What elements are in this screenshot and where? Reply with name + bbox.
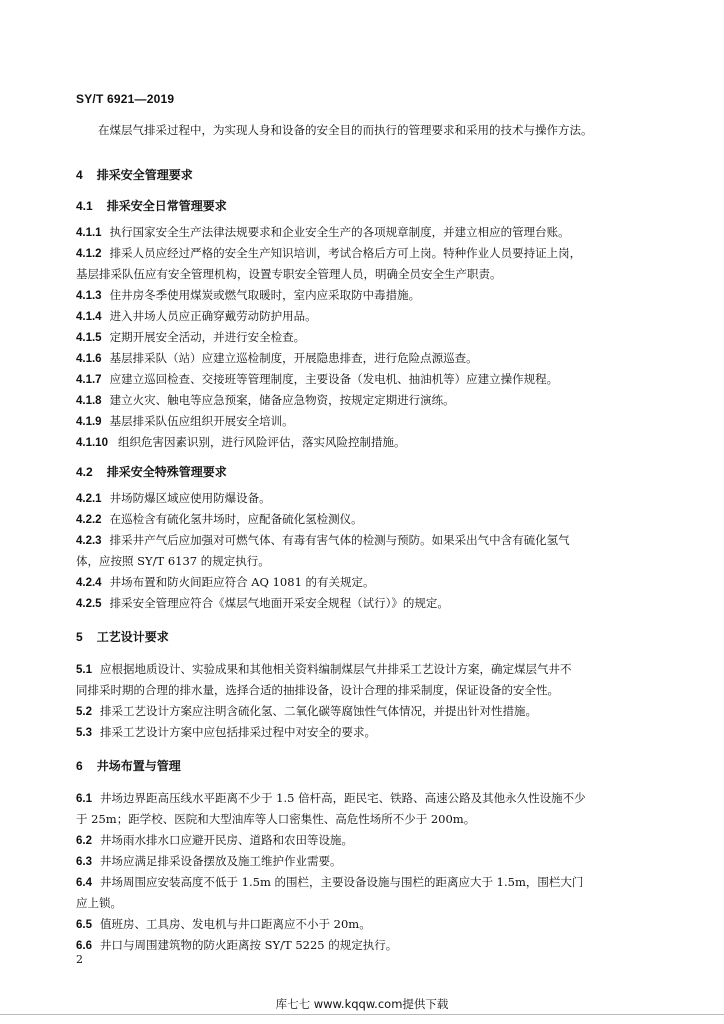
clause-4-1-2 <box>76 243 656 265</box>
clause-6-4-cont: 应上锁。 <box>76 896 122 910</box>
clause-number: 4.2.5 <box>76 598 102 610</box>
clause-4-2-5 <box>76 593 656 615</box>
clause-text: 井场雨水排水口应避开民房、道路和农田等设施。 <box>100 833 353 847</box>
clause-number: 4.1.8 <box>76 395 102 407</box>
clause-number: 6.6 <box>76 940 92 952</box>
clause-number: 6.4 <box>76 877 92 889</box>
clause-text: 在巡检含有硫化氢井场时，应配备硫化氢检测仪。 <box>109 512 363 526</box>
clause-6-2 <box>76 830 656 852</box>
page-number: 2 <box>76 953 83 966</box>
clause-4-1-5 <box>76 327 656 349</box>
clause-number: 4.2.4 <box>76 577 102 589</box>
clause-number: 5.2 <box>76 706 92 718</box>
clause-text: 排采工艺设计方案中应包括排采过程中对安全的要求。 <box>100 725 376 739</box>
clause-4-1-4 <box>76 306 656 328</box>
section-number: 5 <box>76 630 83 644</box>
clause-4-1-3 <box>76 285 656 307</box>
clause-number: 4.2.3 <box>76 535 102 547</box>
section-number: 4.1 <box>76 199 93 213</box>
clause-text: 建立火灾、触电等应急预案，储备应急物资，按规定定期进行演练。 <box>109 393 455 407</box>
clause-4-1-7 <box>76 369 656 391</box>
standard-number: SY/T 6921—2019 <box>76 92 175 106</box>
section-number: 6 <box>76 759 83 773</box>
clause-4-2-3-cont: 体，应按照 SY/T 6137 的规定执行。 <box>76 554 270 568</box>
clause-6-6 <box>76 935 656 957</box>
clause-4-1-10 <box>76 432 656 454</box>
clause-4-1-8 <box>76 390 656 412</box>
clause-number: 6.2 <box>76 835 92 847</box>
clause-number: 4.1.10 <box>76 437 108 449</box>
clause-text: 执行国家安全生产法律法规要求和企业安全生产的各项规章制度，并建立相应的管理台账。 <box>109 225 570 239</box>
clause-number: 6.3 <box>76 856 92 868</box>
clause-number: 6.5 <box>76 919 92 931</box>
clause-number: 5.1 <box>76 664 92 676</box>
clause-5-2 <box>76 701 656 723</box>
clause-number: 4.1.7 <box>76 374 102 386</box>
section-4-2-heading <box>76 463 227 480</box>
clause-4-2-2 <box>76 509 656 531</box>
clause-4-1-2-cont: 基层排采队伍应有安全管理机构，设置专职安全管理人员，明确全员安全生产职责。 <box>76 267 502 281</box>
clause-text: 井场布置和防火间距应符合 AQ 1081 的有关规定。 <box>109 575 375 589</box>
clause-5-1-cont: 同排采时期的合理的排水量，选择合适的抽排设备，设计合理的排采制度，保证设备的安全性。 <box>76 683 559 697</box>
clause-5-3 <box>76 722 656 744</box>
clause-number: 4.1.1 <box>76 227 102 239</box>
section-title: 排采安全日常管理要求 <box>106 199 227 213</box>
clause-text: 应建立巡回检查、交接班等管理制度，主要设备（发电机、抽油机等）应建立操作规程。 <box>109 372 559 386</box>
clause-4-2-4 <box>76 572 656 594</box>
clause-4-1-9 <box>76 411 656 433</box>
clause-number: 4.1.4 <box>76 311 102 323</box>
clause-4-2-1 <box>76 488 656 510</box>
clause-text: 应根据地质设计、实验成果和其他相关资料编制煤层气井排采工艺设计方案，确定煤层气井不 <box>100 662 572 676</box>
intro-paragraph: 在煤层气排采过程中，为实现人身和设备的安全目的而执行的管理要求和采用的技术与操作方法。 <box>98 123 593 137</box>
section-number: 4.2 <box>76 465 93 479</box>
clause-number: 4.1.2 <box>76 248 102 260</box>
clause-4-1-6 <box>76 348 656 370</box>
clause-number: 5.3 <box>76 727 92 739</box>
clause-text: 井场防爆区域应使用防爆设备。 <box>109 491 271 505</box>
section-title: 工艺设计要求 <box>96 630 169 644</box>
clause-text: 排采工艺设计方案应注明含硫化氢、二氧化碳等腐蚀性气体情况，并提出针对性措施。 <box>100 704 537 718</box>
clause-number: 4.1.9 <box>76 416 102 428</box>
clause-text: 定期开展安全活动，并进行安全检查。 <box>109 330 306 344</box>
clause-6-4 <box>76 872 656 894</box>
section-number: 4 <box>76 168 83 182</box>
clause-4-1-1 <box>76 222 656 244</box>
clause-5-1 <box>76 659 656 681</box>
clause-text: 基层排采队（站）应建立巡检制度，开展隐患排查，进行危险点源巡查。 <box>109 351 478 365</box>
clause-6-3 <box>76 851 656 873</box>
section-title: 排采安全特殊管理要求 <box>106 465 227 479</box>
clause-text: 排采井产气后应加强对可燃气体、有毒有害气体的检测与预防。如果采出气中含有硫化氢气 <box>109 533 570 547</box>
clause-text: 排采安全管理应符合《煤层气地面开采安全规程（试行）》的规定。 <box>109 596 449 610</box>
clause-text: 井口与周围建筑物的防火距离按 SY/T 5225 的规定执行。 <box>100 938 398 952</box>
section-title: 井场布置与管理 <box>96 759 181 773</box>
clause-number: 4.2.2 <box>76 514 102 526</box>
section-4-1-heading <box>76 197 227 214</box>
clause-number: 4.1.3 <box>76 290 102 302</box>
section-title: 排采安全管理要求 <box>96 168 193 182</box>
section-6-heading <box>76 757 181 774</box>
clause-text: 住井房冬季使用煤炭或燃气取暖时，室内应采取防中毒措施。 <box>109 288 421 302</box>
clause-6-1-cont: 于 25m；距学校、医院和大型油库等人口密集性、高危性场所不少于 200m。 <box>76 812 476 826</box>
clause-number: 4.1.6 <box>76 353 102 365</box>
footer-watermark: 库七七 www.kqqw.com提供下载 <box>275 997 449 1011</box>
section-4-heading <box>76 166 193 183</box>
clause-text: 基层排采队伍应组织开展安全培训。 <box>109 414 294 428</box>
clause-6-1 <box>76 788 656 810</box>
clause-text: 进入井场人员应正确穿戴劳动防护用品。 <box>109 309 317 323</box>
clause-text: 井场应满足排采设备摆放及施工维护作业需要。 <box>100 854 342 868</box>
clause-text: 井场边界距高压线水平距离不少于 1.5 倍杆高，距民宅、铁路、高速公路及其他永久性设施不少 <box>100 791 586 805</box>
clause-text: 排采人员应经过严格的安全生产知识培训，考试合格后方可上岗。特种作业人员要持证上岗， <box>109 246 582 260</box>
clause-text: 组织危害因素识别，进行风险评估，落实风险控制措施。 <box>117 435 406 449</box>
clause-6-5 <box>76 914 656 936</box>
clause-number: 4.1.5 <box>76 332 102 344</box>
clause-text: 井场周围应安装高度不低于 1.5m 的围栏，主要设备设施与围栏的距离应大于 1.5m，围栏大门 <box>100 875 584 889</box>
footer-divider <box>0 1014 724 1015</box>
clause-text: 值班房、工具房、发电机与井口距离应不小于 20m。 <box>100 917 371 931</box>
clause-number: 6.1 <box>76 793 92 805</box>
clause-number: 4.2.1 <box>76 493 102 505</box>
clause-4-2-3 <box>76 530 656 552</box>
section-5-heading <box>76 628 169 645</box>
